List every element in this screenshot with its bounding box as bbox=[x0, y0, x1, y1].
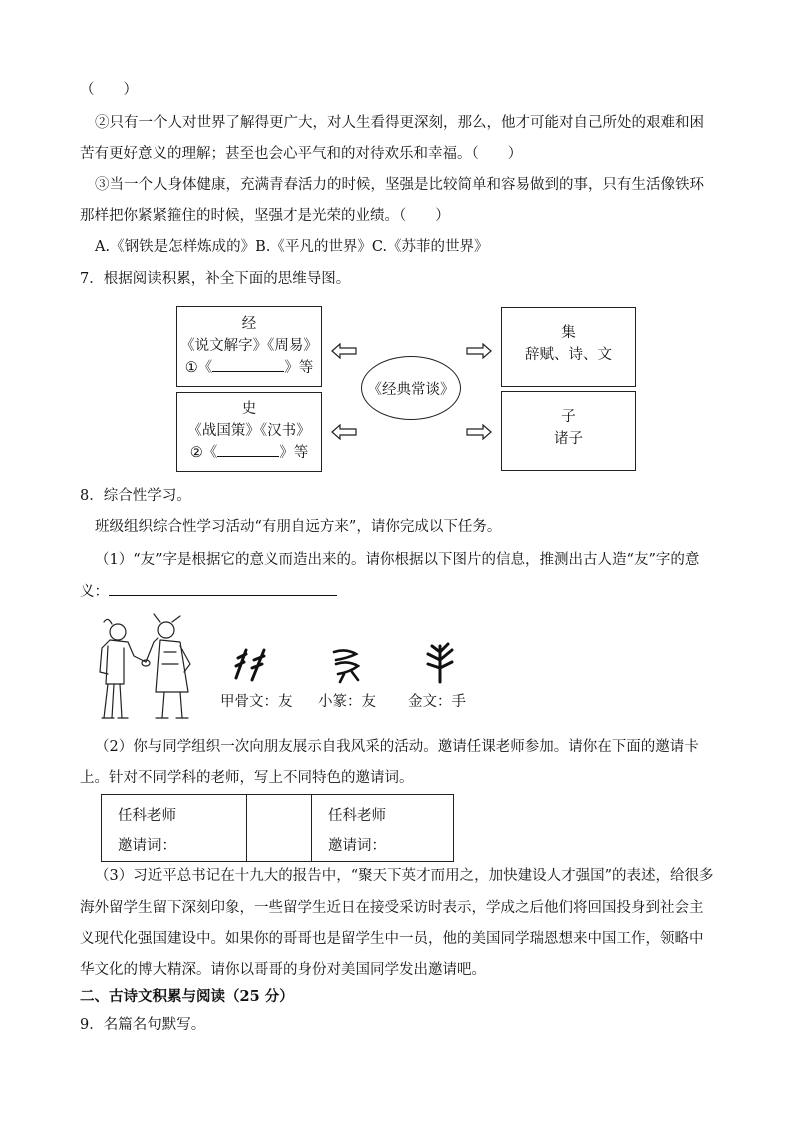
q8-sub3-line2: 海外留学生留下深刻印象，一些留学生近日在接受采访时表示，学成之后他们将回国投身到社会主 bbox=[80, 900, 704, 916]
mindmap-box-zi bbox=[501, 391, 636, 471]
shi-title: 史 bbox=[241, 401, 257, 417]
q8-sub3-line4: 华文化的博大精深。请你以哥哥的身份对美国同学发出邀请吧。 bbox=[80, 962, 486, 978]
q6-item3-line2: 那样把你紧紧箍住的时候，坚强才是光荣的业绩。（ ） bbox=[80, 208, 450, 224]
invitation-card-left[interactable] bbox=[102, 795, 247, 862]
jing-books: 《说文解字》《周易》 bbox=[180, 338, 318, 354]
ji-title: 集 bbox=[561, 325, 576, 341]
mindmap-box-ji bbox=[501, 307, 636, 387]
card-gap bbox=[247, 795, 312, 862]
meaning-answer-blank[interactable] bbox=[109, 581, 337, 596]
center-label: 《经典常谈》 bbox=[367, 381, 455, 398]
card-right-teacher: 任科老师 bbox=[328, 808, 386, 824]
invitation-card-table bbox=[101, 794, 454, 862]
bronze-shou-glyph-icon bbox=[422, 642, 458, 684]
caption-bronze: 金文：手 bbox=[408, 694, 466, 710]
shi-fill-line: ②《 》等 bbox=[177, 442, 321, 464]
card-right-invite: 邀请词： bbox=[328, 838, 386, 854]
shi-blank[interactable] bbox=[217, 442, 279, 457]
mindmap-box-shi bbox=[176, 392, 322, 472]
q8-title: 8．综合性学习。 bbox=[80, 488, 191, 504]
card-left-invite: 邀请词： bbox=[118, 838, 176, 854]
mindmap-center bbox=[361, 356, 461, 420]
q9-prompt: 9．名篇名句默写。 bbox=[80, 1017, 206, 1033]
jing-blank[interactable] bbox=[212, 357, 284, 372]
q8-sub2-line2: 上。针对不同学科的老师，写上不同特色的邀请词。 bbox=[80, 770, 414, 786]
invitation-card-right[interactable] bbox=[312, 795, 454, 862]
q8-sub3-line1: （3）习近平总书记在十九大的报告中，“聚天下英才而用之，加快建设人才强国”的表述，给很多 bbox=[95, 868, 714, 884]
arrow-left-icon bbox=[331, 424, 357, 440]
q8-sub2-line1: （2）你与同学组织一次向朋友展示自我风采的活动。邀请任课老师参加。请你在下面的邀请卡 bbox=[95, 739, 699, 755]
q6-options: A.《钢铁是怎样炼成的》B.《平凡的世界》C.《苏菲的世界》 bbox=[95, 239, 489, 255]
jing-title: 经 bbox=[241, 316, 257, 332]
ji-content: 辞赋、诗、文 bbox=[525, 347, 612, 363]
card-left-teacher: 任科老师 bbox=[118, 808, 176, 824]
caption-oracle-bone: 甲骨文：友 bbox=[220, 694, 293, 710]
oracle-bone-you-glyph-icon bbox=[232, 644, 270, 684]
caption-small-seal: 小篆：友 bbox=[318, 694, 376, 710]
zi-content: 诸子 bbox=[554, 431, 583, 447]
q6-item2-line2: 苦有更好意义的理解；甚至也会心平气和的对待欢乐和幸福。（ ） bbox=[80, 146, 523, 162]
shi-books: 《战国策》《汉书》 bbox=[187, 423, 311, 439]
section2-heading: 二、古诗文积累与阅读（25 分） bbox=[80, 988, 294, 1005]
jing-fill-line: ①《 》等 bbox=[177, 357, 321, 379]
q8-intro: 班级组织综合性学习活动“有朋自远方来”，请你完成以下任务。 bbox=[95, 519, 502, 535]
small-seal-you-glyph-icon bbox=[328, 644, 364, 684]
q8-sub1-line2: 义： bbox=[80, 581, 337, 602]
mindmap-box-jing bbox=[176, 306, 322, 387]
q8-sub3-line3: 义现代化强国建设中。如果你的哥哥也是留学生中一员，他的美国同学瑞恩想来中国工作，领略中 bbox=[80, 931, 704, 947]
q8-sub1-line1: （1）“友”字是根据它的意义而造出来的。请你根据以下图片的信息，推测出古人造“友”字的意 bbox=[95, 552, 700, 568]
arrow-left-icon bbox=[331, 343, 357, 359]
q7-prompt: 7．根据阅读积累，补全下面的思维导图。 bbox=[80, 271, 351, 287]
q6-item3-line1: ③当一个人身体健康，充满青春活力的时候，坚强是比较简单和容易做到的事，只有生活像铁环 bbox=[95, 177, 704, 193]
q6-item2-line1: ②只有一个人对世界了解得更广大，对人生看得更深刻，那么，他才可能对自己所处的艰难和困 bbox=[95, 115, 704, 131]
q6-paren-top: （ ） bbox=[80, 82, 138, 98]
handshake-illustration-icon bbox=[94, 612, 200, 722]
zi-title: 子 bbox=[561, 409, 576, 425]
arrow-right-icon bbox=[466, 424, 492, 440]
arrow-right-icon bbox=[466, 343, 492, 359]
